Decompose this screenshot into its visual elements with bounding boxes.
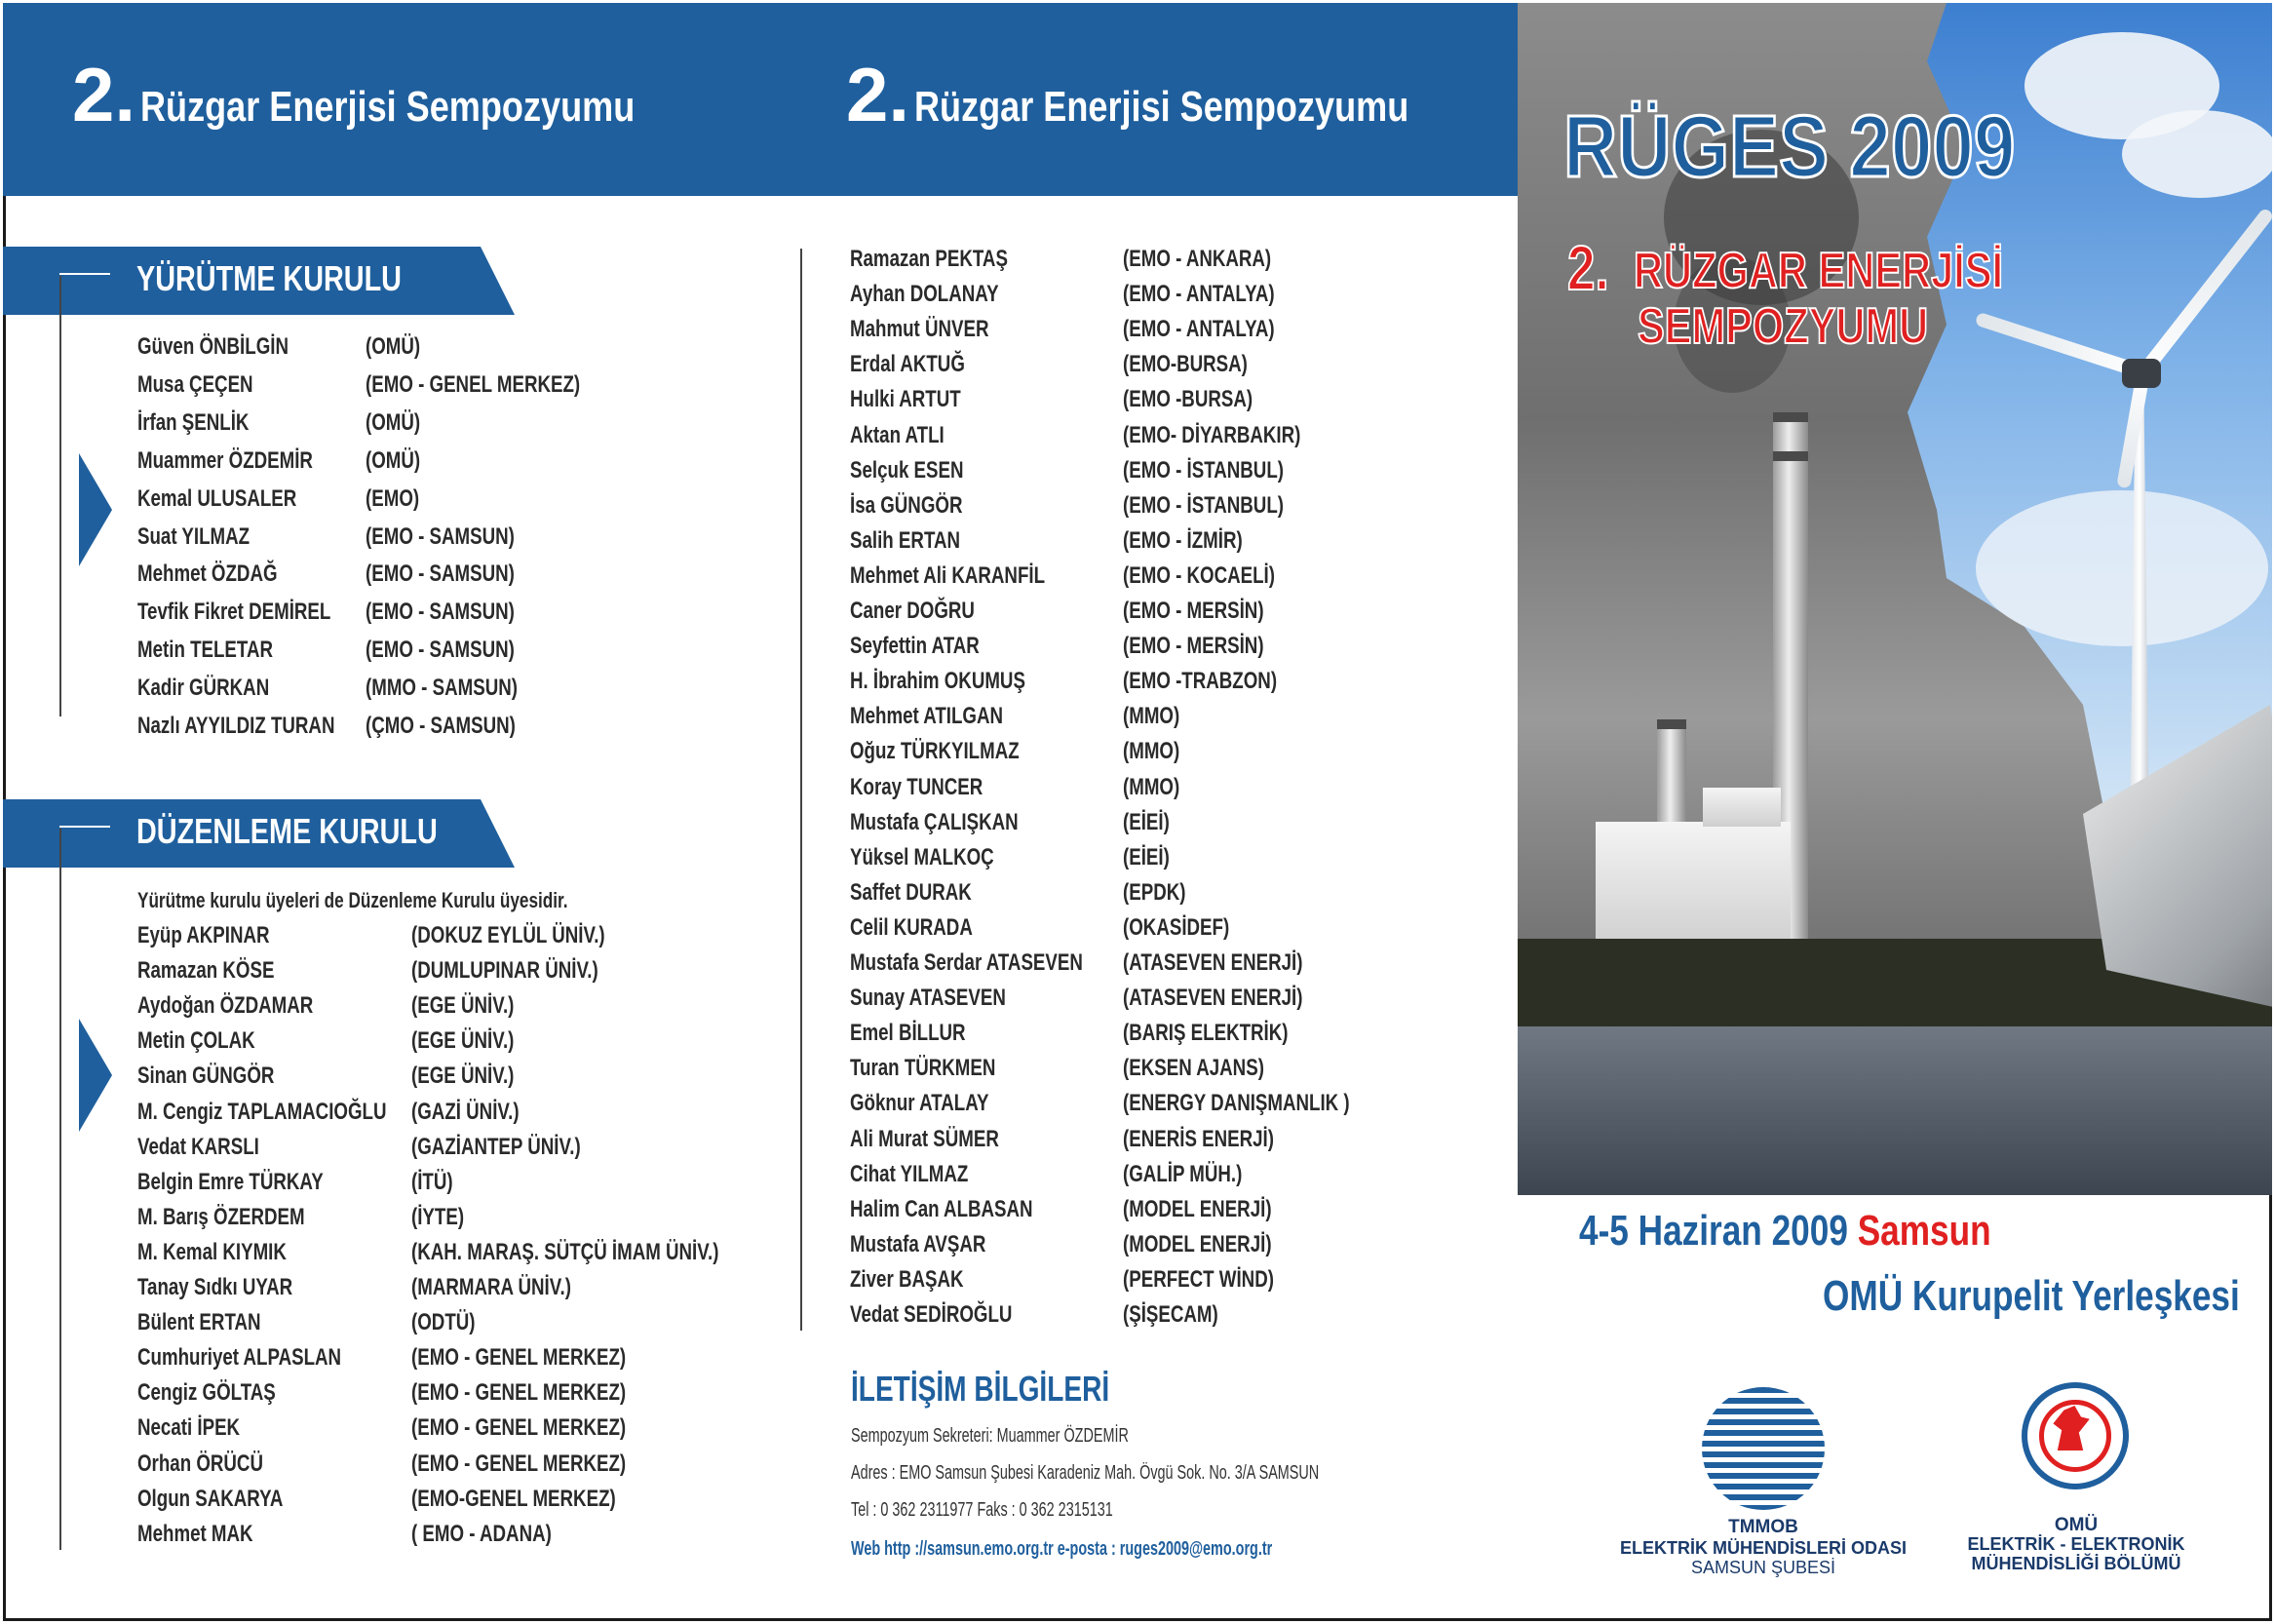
cover-subtitle-line2: SEMPOZYUMU — [1638, 298, 1929, 355]
member-name: Olgun SAKARYA — [137, 1485, 284, 1512]
member-organization: (EMO - SAMSUN) — [366, 522, 515, 550]
member-organization: (GAZİ ÜNİV.) — [411, 1098, 520, 1125]
member-organization: (ATASEVEN ENERJİ) — [1123, 985, 1303, 1012]
member-name: Necati İPEK — [137, 1414, 241, 1442]
member-name: Metin TELETAR — [137, 637, 274, 664]
member-name: Musa ÇEÇEN — [137, 370, 253, 398]
member-name: Ziver BAŞAK — [850, 1265, 964, 1293]
duzenleme-note: Yürütme kurulu üyeleri de Düzenleme Kurulu üyesidir. — [137, 888, 568, 912]
member-name: Mehmet ÖZDAĞ — [137, 561, 278, 588]
member-organization: (EMO-BURSA) — [1123, 351, 1248, 378]
member-organization: (EMO - İZMİR) — [1123, 526, 1243, 554]
banner-tick — [59, 826, 110, 828]
member-organization: (EMO - İSTANBUL) — [1123, 456, 1284, 483]
member-organization: (DOKUZ EYLÜL ÜNİV.) — [411, 922, 605, 948]
member-organization: (EGE ÜNİV.) — [411, 992, 515, 1020]
member-organization: (EİEİ) — [1123, 808, 1170, 835]
duzenleme-bracket-line — [59, 829, 61, 1550]
omu-department-line1: ELEKTRİK - ELEKTRONİK — [1967, 1534, 2185, 1554]
tmmob-branch: SAMSUN ŞUBESİ — [1690, 1558, 1836, 1577]
member-name: Ali Murat SÜMER — [850, 1125, 999, 1152]
member-name: Mustafa Serdar ATASEVEN — [850, 949, 1083, 976]
duzenleme-heading: DÜZENLEME KURULU — [136, 811, 438, 851]
member-organization: ( EMO - ADANA) — [411, 1520, 552, 1547]
member-organization: (EMO - ANTALYA) — [1123, 316, 1275, 343]
member-name: Nazlı AYYILDIZ TURAN — [137, 713, 335, 739]
cover-title: RÜGES 2009 — [1563, 98, 2016, 196]
cover-subtitle-line1: RÜZGAR ENERJİSİ — [1634, 243, 2004, 299]
member-organization: (MARMARA ÜNİV.) — [411, 1274, 571, 1300]
member-organization: (KAH. MARAŞ. SÜTÇÜ İMAM ÜNİV.) — [411, 1238, 719, 1265]
member-name: H. İbrahim OKUMUŞ — [850, 668, 1025, 695]
member-organization: (EMO) — [366, 484, 420, 512]
tmmob-name: TMMOB — [1728, 1517, 1798, 1537]
member-organization: (EMO- DİYARBAKIR) — [1123, 421, 1301, 448]
member-organization: (ÇMO - SAMSUN) — [366, 713, 516, 739]
member-name: Cengiz GÖLTAŞ — [137, 1379, 276, 1407]
contact-address: Adres : EMO Samsun Şubesi Karadeniz Mah. Övgü Sok. No. 3/A SAMSUN — [851, 1462, 1320, 1484]
member-name: Mehmet MAK — [137, 1520, 253, 1547]
member-name: Suat YILMAZ — [137, 522, 251, 550]
power-plant-building — [1596, 822, 1791, 948]
contact-web[interactable]: Web http ://samsun.emo.org.tr e-posta : ruges2009@emo.org.tr — [851, 1538, 1273, 1560]
member-name: Göknur ATALAY — [850, 1090, 989, 1117]
event-date-text: 4-5 Haziran 2009 — [1579, 1207, 1848, 1255]
member-name: Oğuz TÜRKYILMAZ — [850, 738, 1020, 765]
member-name: Turan TÜRKMEN — [850, 1055, 996, 1082]
member-name: Halim Can ALBASAN — [850, 1195, 1033, 1222]
member-organization: (OKASİDEF) — [1123, 913, 1230, 941]
member-name: Koray TUNCER — [850, 773, 983, 800]
member-organization: (EMO-GENEL MERKEZ) — [411, 1485, 616, 1512]
member-organization: (MMO - SAMSUN) — [366, 675, 518, 702]
member-name: M. Barış ÖZERDEM — [137, 1203, 305, 1230]
yurutme-heading: YÜRÜTME KURULU — [136, 258, 402, 298]
yurutme-arrow-icon — [79, 453, 112, 566]
tmmob-chamber: ELEKTRİK MÜHENDİSLERİ ODASI — [1619, 1538, 1907, 1558]
member-name: Mehmet ATILGAN — [850, 703, 1004, 730]
member-name: Emel BİLLUR — [850, 1020, 966, 1047]
member-name: İrfan ŞENLİK — [137, 408, 250, 436]
member-name: Bülent ERTAN — [137, 1309, 261, 1336]
middle-divider-line — [800, 249, 802, 1331]
member-organization: (ATASEVEN ENERJİ) — [1123, 949, 1303, 976]
member-organization: (ENERGY DANIŞMANLIK ) — [1123, 1090, 1350, 1117]
member-organization: (MODEL ENERJİ) — [1123, 1195, 1272, 1222]
water — [1518, 1026, 2272, 1195]
member-organization: (EMO - GENEL MERKEZ) — [411, 1414, 627, 1442]
member-name: M. Cengiz TAPLAMACIOĞLU — [137, 1098, 387, 1125]
member-name: Aydoğan ÖZDAMAR — [137, 992, 314, 1020]
member-name: Ayhan DOLANAY — [850, 281, 999, 308]
member-organization: (İYTE) — [411, 1203, 465, 1230]
member-organization: (EMO -TRABZON) — [1123, 668, 1278, 695]
omu-department-line2: MÜHENDİSLİĞİ BÖLÜMÜ — [1971, 1554, 2181, 1573]
member-organization: (PERFECT WİND) — [1123, 1265, 1274, 1293]
member-name: Tevfik Fikret DEMİREL — [137, 599, 331, 626]
power-plant-building — [1703, 788, 1781, 827]
contact-secretary: Sempozyum Sekreteri: Muammer ÖZDEMİR — [851, 1425, 1129, 1447]
member-name: İsa GÜNGÖR — [850, 491, 963, 519]
member-organization: (MMO) — [1123, 738, 1180, 765]
title-text: Rüzgar Enerjisi Sempozyumu — [139, 83, 635, 131]
title-text: Rüzgar Enerjisi Sempozyumu — [913, 83, 1408, 131]
member-organization: (EMO -BURSA) — [1123, 386, 1253, 413]
duzenleme-arrow-icon — [79, 1019, 112, 1132]
member-organization: (MODEL ENERJİ) — [1123, 1230, 1272, 1257]
cover-subtitle-number: 2. — [1567, 233, 1609, 303]
member-name: Orhan ÖRÜCÜ — [137, 1450, 263, 1477]
member-name: Kadir GÜRKAN — [137, 675, 270, 702]
member-organization: (EGE ÜNİV.) — [411, 1063, 515, 1090]
member-name: Ramazan PEKTAŞ — [850, 246, 1008, 272]
member-name: M. Kemal KIYMIK — [137, 1238, 287, 1265]
event-city: Samsun — [1857, 1207, 1991, 1255]
member-organization: (BARIŞ ELEKTRİK) — [1123, 1020, 1289, 1047]
member-name: Caner DOĞRU — [850, 598, 975, 624]
event-venue: OMÜ Kurupelit Yerleşkesi — [1823, 1272, 2240, 1320]
middle-panel-title — [846, 51, 1517, 139]
banner-tick — [59, 273, 110, 275]
cloud — [2122, 110, 2272, 198]
member-name: Sunay ATASEVEN — [850, 985, 1006, 1012]
member-name: Saffet DURAK — [850, 878, 972, 906]
member-name: Selçuk ESEN — [850, 456, 964, 483]
member-organization: (MMO) — [1123, 773, 1180, 800]
member-organization: (EGE ÜNİV.) — [411, 1027, 515, 1055]
member-organization: (EMO - MERSİN) — [1123, 598, 1264, 624]
member-organization: (EKSEN AJANS) — [1123, 1055, 1264, 1082]
member-name: Kemal ULUSALER — [137, 484, 297, 512]
event-date — [1579, 1207, 1991, 1256]
member-organization: (MMO) — [1123, 703, 1180, 730]
member-organization: (EMO - GENEL MERKEZ) — [411, 1450, 627, 1477]
member-organization: (DUMLUPINAR ÜNİV.) — [411, 957, 598, 985]
turbine-hub — [2122, 359, 2161, 388]
member-name: Tanay Sıdkı UYAR — [137, 1274, 293, 1300]
member-organization: (EMO - SAMSUN) — [366, 637, 515, 664]
member-organization: (EMO - SAMSUN) — [366, 599, 515, 626]
title-number: 2. — [846, 52, 910, 137]
member-organization: (OMÜ) — [366, 446, 421, 474]
member-organization: (EMO - KOCAELİ) — [1123, 561, 1275, 589]
member-name: Cihat YILMAZ — [850, 1160, 969, 1187]
contact-phone: Tel : 0 362 2311977 Faks : 0 362 2315131 — [851, 1499, 1113, 1521]
member-name: Hulki ARTUT — [850, 386, 961, 413]
member-name: Eyüp AKPINAR — [137, 922, 270, 948]
member-organization: (EİEİ) — [1123, 843, 1170, 870]
omu-name: OMÜ — [2054, 1515, 2099, 1535]
member-organization: (İTÜ) — [411, 1168, 453, 1195]
member-organization: (OMÜ) — [366, 408, 421, 436]
member-organization: (ODTÜ) — [411, 1309, 476, 1336]
left-panel-title — [72, 51, 743, 139]
member-organization: (EMO - İSTANBUL) — [1123, 491, 1284, 519]
tmmob-logo-icon — [1702, 1387, 1825, 1510]
member-name: Mustafa ÇALIŞKAN — [850, 808, 1019, 835]
cloud — [1976, 490, 2268, 646]
member-name: Ramazan KÖSE — [137, 957, 275, 985]
member-organization: (EMO - GENEL MERKEZ) — [411, 1344, 627, 1372]
member-name: Seyfettin ATAR — [850, 633, 980, 660]
member-name: Yüksel MALKOÇ — [850, 843, 994, 870]
member-organization: (EMO - GENEL MERKEZ) — [411, 1379, 627, 1407]
yurutme-bracket-line — [59, 276, 61, 716]
member-name: Vedat SEDİROĞLU — [850, 1301, 1013, 1328]
member-name: Metin ÇOLAK — [137, 1027, 255, 1055]
member-organization: (GAZİANTEP ÜNİV.) — [411, 1133, 581, 1160]
member-name: Belgin Emre TÜRKAY — [137, 1168, 324, 1195]
member-organization: (ŞİŞECAM) — [1123, 1301, 1218, 1328]
member-name: Aktan ATLI — [850, 421, 945, 448]
title-number: 2. — [72, 52, 136, 137]
member-name: Vedat KARSLI — [137, 1133, 259, 1160]
member-organization: (EMO - GENEL MERKEZ) — [366, 370, 581, 398]
member-organization: (EPDK) — [1123, 878, 1186, 906]
member-name: Muammer ÖZDEMİR — [137, 446, 313, 474]
member-organization: (OMÜ) — [366, 333, 421, 360]
member-organization: (EMO - ANTALYA) — [1123, 281, 1275, 308]
member-name: Celil KURADA — [850, 913, 973, 941]
member-organization: (EMO - SAMSUN) — [366, 561, 515, 588]
member-name: Güven ÖNBİLGİN — [137, 333, 289, 360]
member-name: Sinan GÜNGÖR — [137, 1063, 275, 1090]
member-name: Mehmet Ali KARANFİL — [850, 561, 1046, 589]
member-name: Mustafa AVŞAR — [850, 1230, 986, 1257]
omu-logo-icon — [2022, 1382, 2129, 1489]
member-organization: (ENERİS ENERJİ) — [1123, 1125, 1274, 1152]
contact-heading: İLETİŞİM BİLGİLERİ — [851, 1369, 1110, 1409]
member-name: Salih ERTAN — [850, 526, 961, 554]
member-organization: (EMO - MERSİN) — [1123, 633, 1264, 660]
member-name: Erdal AKTUĞ — [850, 351, 965, 378]
member-name: Cumhuriyet ALPASLAN — [137, 1344, 342, 1372]
member-organization: (GALİP MÜH.) — [1123, 1160, 1243, 1187]
member-name: Mahmut ÜNVER — [850, 316, 989, 343]
member-organization: (EMO - ANKARA) — [1123, 246, 1272, 272]
